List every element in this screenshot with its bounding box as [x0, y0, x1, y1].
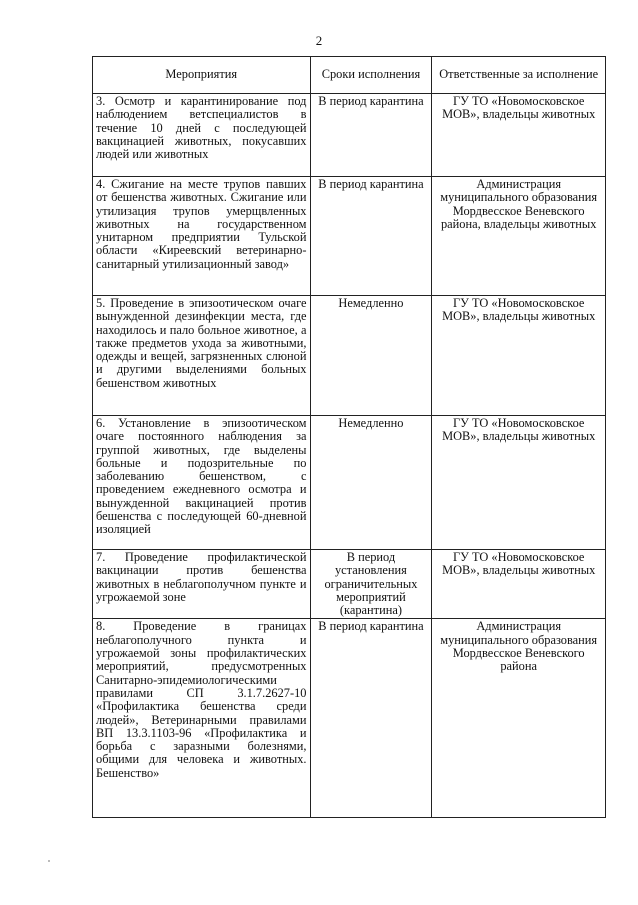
scan-speck — [48, 860, 50, 862]
event-cell: 3. Осмотр и карантинирование под наблюдением ветспециалистов в течение 10 дней с последующей вакцинацией животных, покусавших людей или животных — [93, 94, 311, 177]
responsible-cell: ГУ ТО «Новомосковское МОВ», владельцы животных — [432, 550, 606, 619]
table-row — [93, 177, 606, 296]
event-cell: 4. Сжигание на месте трупов павших от бешенства животных. Сжигание или утилизация трупов умерщвленных животных на государственном унитарном предприятии Тульской области «Киреевский ветеринарно-санитарный утилизационный завод» — [93, 177, 311, 296]
responsible-cell: Администрация муниципального образования Мордвесское Веневского района, владельцы животных — [432, 177, 606, 296]
event-cell: 6. Установление в эпизоотическом очаге постоянного наблюдения за группой животных, где выделены больные и подозрительные по заболеванию бешенством, с проведением ежедневного осмотра и вынужденной вакцинацией против бешенства с последующей 60-дневной изоляцией — [93, 416, 311, 550]
table-row — [93, 416, 606, 550]
header-deadlines: Сроки исполнения — [310, 57, 432, 94]
measures-table — [92, 56, 606, 818]
table-row — [93, 550, 606, 619]
responsible-cell: Администрация муниципального образования Мордвесское Веневского района — [432, 619, 606, 818]
event-cell: 5. Проведение в эпизоотическом очаге вынужденной дезинфекции места, где находилось и пало больное животное, а также предметов ухода за животными, одежды и вещей, загрязненных слюной и другими выделениями больных бешенством животных — [93, 296, 311, 416]
table-row — [93, 296, 606, 416]
event-cell: 8. Проведение в границах неблагополучного пункта и угрожаемой зоны профилактических мероприятий, предусмотренных Санитарно-эпидемиологическими правилами СП 3.1.7.2627-10 «Профилактика бешенства среди людей», Ветеринарными правилами ВП 13.3.1103-96 «Профилактика и борьба с заразными болезнями, общими для человека и животных. Бешенство» — [93, 619, 311, 818]
term-cell: Немедленно — [310, 416, 432, 550]
term-cell: В период установления ограничительных мероприятий (карантина) — [310, 550, 432, 619]
term-cell: В период карантина — [310, 177, 432, 296]
header-responsible: Ответственные за исполнение — [432, 57, 606, 94]
responsible-cell: ГУ ТО «Новомосковское МОВ», владельцы животных — [432, 416, 606, 550]
table-row — [93, 94, 606, 177]
table-header-row — [93, 57, 606, 94]
event-cell: 7. Проведение профилактической вакцинации против бешенства животных в неблагополучном пункте и угрожаемой зоне — [93, 550, 311, 619]
term-cell: В период карантина — [310, 94, 432, 177]
header-measures: Мероприятия — [93, 57, 311, 94]
term-cell: В период карантина — [310, 619, 432, 818]
table-row — [93, 619, 606, 818]
term-cell: Немедленно — [310, 296, 432, 416]
responsible-cell: ГУ ТО «Новомосковское МОВ», владельцы животных — [432, 296, 606, 416]
page-number: 2 — [315, 33, 323, 48]
responsible-cell: ГУ ТО «Новомосковское МОВ», владельцы животных — [432, 94, 606, 177]
